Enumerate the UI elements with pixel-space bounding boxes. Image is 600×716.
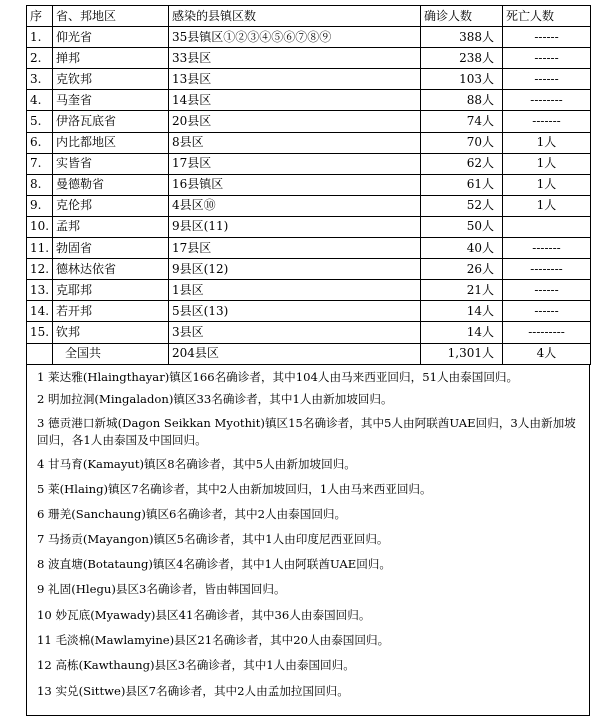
row-deaths: 1人 (503, 174, 591, 195)
row-index: 11. (27, 238, 53, 259)
table-row (27, 69, 591, 90)
footnote-11: 11 毛淡棉(Mawlamyine)县区21名确诊者，其中20人由泰国回归。 (37, 632, 390, 647)
row-region: 克钦邦 (53, 69, 169, 90)
row-index: 8. (27, 174, 53, 195)
row-districts: 8县区 (169, 132, 421, 153)
row-deaths: -------- (503, 90, 591, 111)
footnote-2: 2 明加拉洞(Mingaladon)镇区33名确诊者，其中1人由新加坡回归。 (37, 391, 393, 406)
row-region: 马奎省 (53, 90, 169, 111)
row-districts: 4县区⑩ (169, 195, 421, 216)
footnote-9: 9 礼固(Hlegu)县区3名确诊者，皆由韩国回归。 (37, 581, 286, 596)
footnote-5: 5 莱(Hlaing)镇区7名确诊者，其中2人由新加坡回归，1人由马来西亚回归。 (37, 481, 432, 496)
footnote-1: 1 莱达雅(Hlaingthayar)镇区166名确诊者，其中104人由马来西亚回归，51人由泰国回归。 (37, 369, 519, 384)
table-row (27, 259, 591, 280)
table-row (27, 174, 591, 195)
row-deaths: ------ (503, 280, 591, 301)
row-deaths (503, 216, 591, 237)
row-region: 仰光省 (53, 27, 169, 48)
footnote-10: 10 妙瓦底(Myawady)县区41名确诊者，其中36人由泰国回归。 (37, 607, 371, 622)
row-confirmed: 70人 (421, 132, 503, 153)
row-districts: 1县区 (169, 280, 421, 301)
row-districts: 17县区 (169, 153, 421, 174)
row-region: 德林达依省 (53, 259, 169, 280)
total-districts: 204县区 (169, 343, 421, 364)
row-index: 13. (27, 280, 53, 301)
footnote-6: 6 珊羌(Sanchaung)镇区6名确诊者，其中2人由泰国回归。 (37, 506, 347, 521)
footnote-7: 7 马扬贡(Mayangon)镇区5名确诊者，其中1人由印度尼西亚回归。 (37, 531, 389, 546)
row-index: 7. (27, 153, 53, 174)
total-deaths: 4人 (503, 343, 591, 364)
row-deaths: ------ (503, 27, 591, 48)
total-index (27, 343, 53, 364)
total-label: 全国共 (53, 343, 169, 364)
row-deaths: --------- (503, 322, 591, 343)
row-districts: 9县区(11) (169, 216, 421, 237)
row-districts: 9县区(12) (169, 259, 421, 280)
row-districts: 35县镇区①②③④⑤⑥⑦⑧⑨ (169, 27, 421, 48)
row-region: 掸邦 (53, 48, 169, 69)
row-confirmed: 388人 (421, 27, 503, 48)
row-districts: 13县区 (169, 69, 421, 90)
row-districts: 33县区 (169, 48, 421, 69)
table-row (27, 238, 591, 259)
footnote-3: 3 德贡港口新城(Dagon Seikkan Myothit)镇区15名确诊者，其中5人由阿联酋UAE回归，3人由新加坡回归，各1人由泰国及中国回归。 (37, 415, 576, 447)
row-districts: 17县区 (169, 238, 421, 259)
table-row (27, 48, 591, 69)
row-region: 孟邦 (53, 216, 169, 237)
row-confirmed: 74人 (421, 111, 503, 132)
case-table (26, 5, 591, 365)
table-header-row (27, 6, 591, 27)
header-districts: 感染的县镇区数 (169, 6, 421, 27)
row-index: 9. (27, 195, 53, 216)
header-index: 序 (27, 6, 53, 27)
row-deaths: ------ (503, 48, 591, 69)
table-row (27, 111, 591, 132)
table-row (27, 90, 591, 111)
total-row (27, 343, 591, 364)
row-region: 克耶邦 (53, 280, 169, 301)
row-index: 5. (27, 111, 53, 132)
table-row (27, 216, 591, 237)
row-deaths: ------- (503, 238, 591, 259)
row-index: 6. (27, 132, 53, 153)
covid-case-document (26, 5, 590, 716)
row-districts: 3县区 (169, 322, 421, 343)
row-confirmed: 238人 (421, 48, 503, 69)
row-region: 克伦邦 (53, 195, 169, 216)
row-confirmed: 40人 (421, 238, 503, 259)
footnotes-box (26, 365, 590, 716)
table-row (27, 27, 591, 48)
table-row (27, 132, 591, 153)
row-index: 1. (27, 27, 53, 48)
row-index: 12. (27, 259, 53, 280)
row-deaths: 1人 (503, 132, 591, 153)
table-body (27, 27, 591, 343)
row-deaths: ------ (503, 69, 591, 90)
row-districts: 20县区 (169, 111, 421, 132)
row-index: 14. (27, 301, 53, 322)
table-row (27, 195, 591, 216)
row-confirmed: 88人 (421, 90, 503, 111)
header-region: 省、邦地区 (53, 6, 169, 27)
header-confirmed: 确诊人数 (421, 6, 503, 27)
row-deaths: 1人 (503, 153, 591, 174)
row-confirmed: 14人 (421, 322, 503, 343)
table-row (27, 301, 591, 322)
footnote-4: 4 甘马育(Kamayut)镇区8名确诊者，其中5人由新加坡回归。 (37, 456, 356, 471)
footnote-13: 13 实兑(Sittwe)县区7名确诊者，其中2人由孟加拉国回归。 (37, 683, 349, 698)
row-deaths: -------- (503, 259, 591, 280)
row-region: 勃固省 (53, 238, 169, 259)
table-row (27, 280, 591, 301)
table-row (27, 322, 591, 343)
row-region: 伊洛瓦底省 (53, 111, 169, 132)
row-region: 钦邦 (53, 322, 169, 343)
row-index: 10. (27, 216, 53, 237)
row-deaths: 1人 (503, 195, 591, 216)
row-deaths: ------- (503, 111, 591, 132)
row-region: 若开邦 (53, 301, 169, 322)
row-region: 实皆省 (53, 153, 169, 174)
row-confirmed: 21人 (421, 280, 503, 301)
footnote-8: 8 波直塘(Botataung)镇区4名确诊者，其中1人由阿联酋UAE回归。 (37, 556, 391, 571)
table-row (27, 153, 591, 174)
row-districts: 14县区 (169, 90, 421, 111)
row-confirmed: 62人 (421, 153, 503, 174)
row-districts: 5县区(13) (169, 301, 421, 322)
row-index: 4. (27, 90, 53, 111)
footnote-12: 12 高栋(Kawthaung)县区3名确诊者，其中1人由泰国回归。 (37, 657, 355, 672)
row-index: 15. (27, 322, 53, 343)
row-confirmed: 52人 (421, 195, 503, 216)
row-confirmed: 50人 (421, 216, 503, 237)
row-index: 2. (27, 48, 53, 69)
row-deaths: ------ (503, 301, 591, 322)
header-deaths: 死亡人数 (503, 6, 591, 27)
row-confirmed: 61人 (421, 174, 503, 195)
row-districts: 16县镇区 (169, 174, 421, 195)
row-confirmed: 103人 (421, 69, 503, 90)
row-region: 内比都地区 (53, 132, 169, 153)
row-region: 曼德勒省 (53, 174, 169, 195)
row-confirmed: 14人 (421, 301, 503, 322)
row-index: 3. (27, 69, 53, 90)
total-confirmed: 1,301人 (421, 343, 503, 364)
row-confirmed: 26人 (421, 259, 503, 280)
